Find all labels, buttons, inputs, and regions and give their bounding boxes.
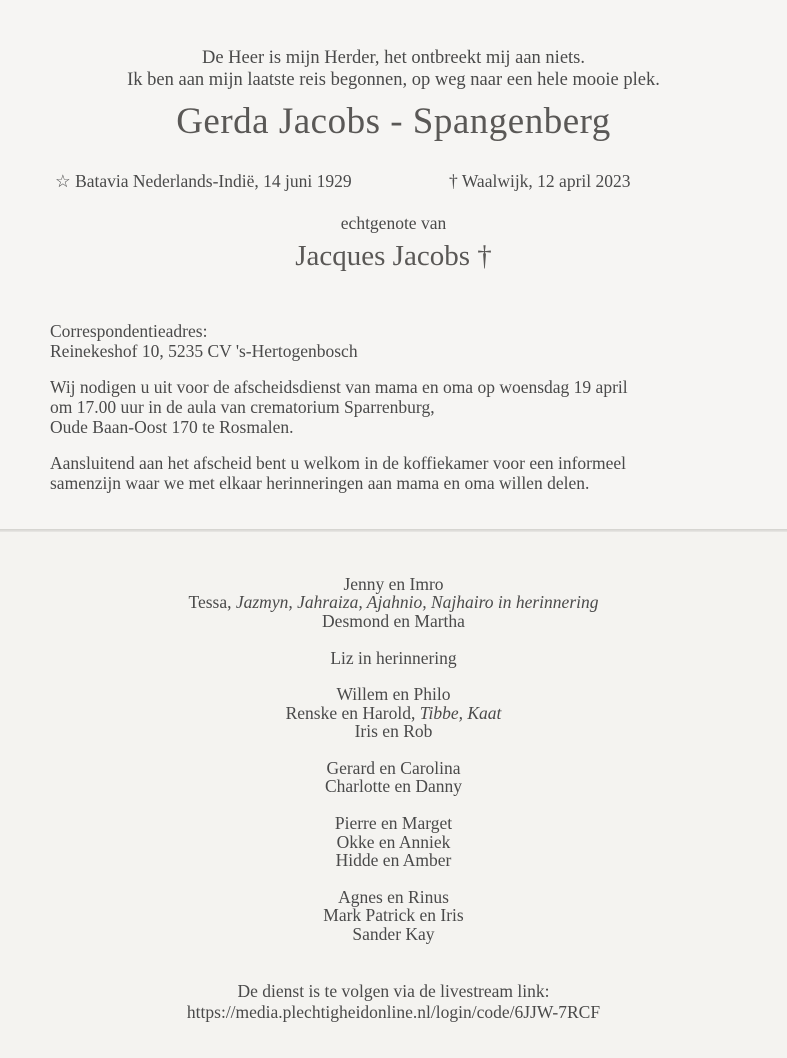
- aftercare-paragraph: [50, 453, 750, 493]
- invitation-line: om 17.00 uur in de aula van crematorium Sparrenburg,: [50, 397, 435, 417]
- family-group: [0, 685, 787, 740]
- family-line: Iris en Rob: [354, 721, 433, 742]
- livestream-info: [0, 981, 787, 1023]
- deceased-name: Gerda Jacobs - Spangenberg: [176, 101, 611, 142]
- livestream-label: De dienst is te volgen via de livestream link:: [237, 981, 550, 1001]
- star-icon: ☆: [55, 171, 71, 191]
- spouse-label: echtgenote van: [340, 213, 447, 233]
- cross-icon: †: [477, 240, 492, 272]
- death-info: [449, 171, 631, 192]
- family-group: [0, 888, 787, 943]
- family-line: Desmond en Martha: [322, 610, 465, 631]
- family-name: Renske en Harold,: [285, 702, 416, 723]
- family-line: Jenny en Imro: [343, 574, 444, 594]
- family-name-italic: Tibbe, Kaat: [419, 702, 502, 723]
- family-group: [0, 649, 787, 667]
- spouse-name-line: [0, 240, 787, 273]
- family-line: Pierre en Marget: [334, 813, 453, 834]
- motto-line: Ik ben aan mijn laatste reis begonnen, op weg naar een hele mooie plek.: [127, 70, 660, 90]
- family-group: [0, 575, 787, 630]
- birth-text: Batavia Nederlands-Indië, 14 juni 1929: [75, 171, 352, 191]
- family-line: Mark Patrick en Iris: [323, 905, 464, 926]
- family-group: [0, 814, 787, 869]
- family-line: Gerard en Carolina: [326, 758, 461, 779]
- address-text: Reinekeshof 10, 5235 CV 's-Hertogenbosch: [50, 341, 358, 361]
- cross-icon: †: [449, 171, 458, 191]
- aftercare-line: samenzijn waar we met elkaar herinneringen aan mama en oma willen delen.: [50, 473, 590, 493]
- motto: [0, 47, 787, 91]
- family-line: [0, 704, 787, 722]
- family-line: Agnes en Rinus: [338, 886, 449, 907]
- spouse-name: Jacques Jacobs: [295, 240, 470, 272]
- family-group: [0, 759, 787, 796]
- family-line: Liz in herinnering: [330, 647, 457, 668]
- family-line: [0, 593, 787, 611]
- family-name-italic: Jazmyn, Jahraiza, Ajahnio, Najhairo in herinnering: [235, 592, 599, 613]
- address-label: Correspondentieadres:: [50, 321, 208, 341]
- invitation-paragraph: [50, 377, 750, 437]
- family-line: Willem en Philo: [336, 684, 451, 705]
- family-name: Tessa,: [188, 592, 232, 613]
- family-line: Hidde en Amber: [335, 850, 452, 871]
- family-list: [0, 575, 787, 961]
- birth-info: [55, 171, 352, 192]
- livestream-link[interactable]: https://media.plechtigheidonline.nl/login/code/6JJW-7RCF: [186, 1002, 601, 1022]
- family-line: Okke en Anniek: [336, 831, 451, 852]
- motto-line: De Heer is mijn Herder, het ontbreekt mij aan niets.: [201, 48, 585, 68]
- correspondence-address: [50, 321, 750, 361]
- death-text: Waalwijk, 12 april 2023: [461, 171, 631, 191]
- family-line: Charlotte en Danny: [324, 776, 463, 797]
- invitation-line: Oude Baan-Oost 170 te Rosmalen.: [50, 417, 294, 437]
- aftercare-line: Aansluitend aan het afscheid bent u welkom in de koffiekamer voor een informeel: [50, 453, 627, 473]
- family-line: Sander Kay: [352, 923, 435, 944]
- invitation-line: Wij nodigen u uit voor de afscheidsdienst van mama en oma op woensdag 19 april: [50, 377, 628, 397]
